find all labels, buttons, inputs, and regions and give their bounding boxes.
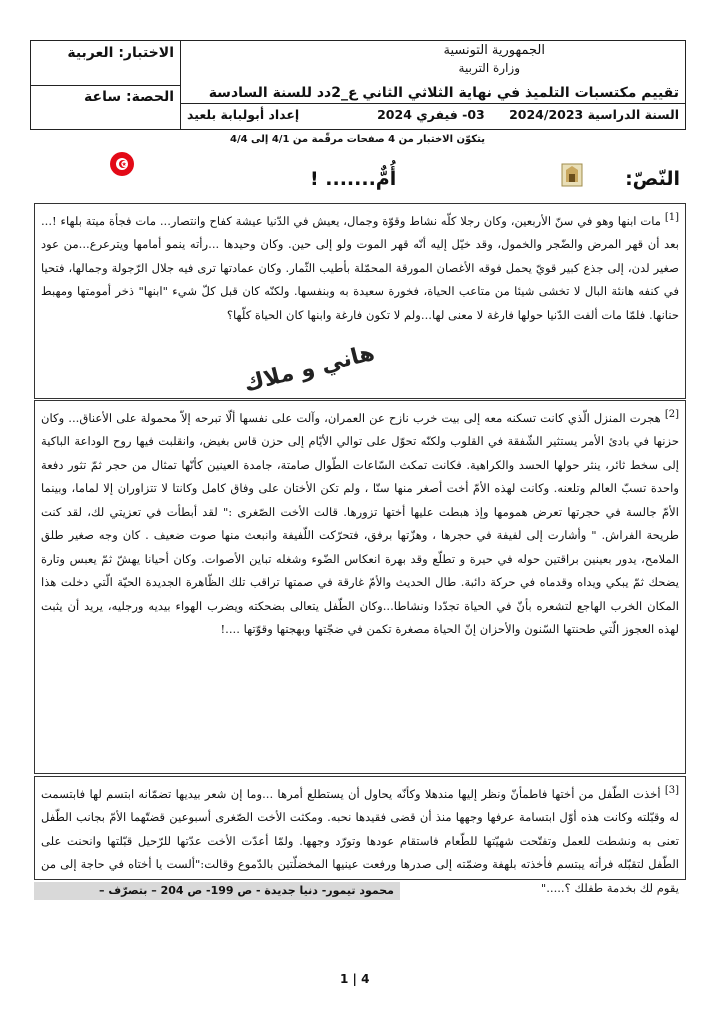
exam-title: تقييم مكتسبات التلميذ في نهاية الثلاثي الثاني ع_2دد للسنة السادسة [208,85,679,101]
source-citation: محمود تيمور- دنيا جديدة - ص 199- ص 204 – بتصرّف – [34,882,400,900]
exam-header [30,40,686,130]
pages-note: يتكوّن الاختبار من 4 صفحات مرقّمة من 4/1 إلى 4/4 [230,134,485,145]
paragraph-number: [2] [664,409,680,420]
text-title: أُمٌّ....... ! [310,168,397,190]
exam-info-cell [31,41,181,129]
text-label: النّصّ: [625,168,680,190]
divider [181,103,685,104]
exam-subject: الاختبار: العربية [67,45,174,61]
republic-label: الجمهورية التونسية [443,43,545,58]
school-emblem-icon [560,160,584,188]
school-year-date [357,107,679,122]
exam-duration: الحصة: ساعة [84,89,174,105]
paragraph-text: أخذت الطّفل من أختها فاطمأنّ ونظر إليها مندهلا وكأنّه يحاول أن يستطلع أمرها ...وما إن شعر بيديها تضمّانه ابتسم لها فابتسمت له وقبّلته وكانت هذه أوّل ابتسامة عرفها وجهها منذ أن قضى فقيدها نحبه. ومكثت الأخت الصّغرى أسبوعين قضتّهما الأمّ بجانب الطّفل تعنى به ونشطت للعمل وتفتّحت شهيّتها للطّعام فاستقام عودها وتورّد وجهها. ولمّا أعدّت الأخت عدّتها للرّحيل قبّلتها وانحنت على الطّفل لتقبّله فرأته يبتسم فأخذته بلهفة وضمّته إلى صدرها ورفعت عينيها المخضلّتين بالدّموع وقالت:"ألست يا أختاه في حاجة إلى من يقوم لك بخدمة طفلك ؟....." [41,786,679,895]
prepared-by: إعداد أبولبابة بلعيد [187,107,300,122]
school-year: السنة الدراسية 2024/2023 [509,107,679,122]
exam-date: 03- فيفري 2024 [377,107,485,122]
divider [31,85,180,86]
exam-title-cell [181,41,685,129]
paragraph-box-2 [34,400,686,774]
tunisia-flag-icon [108,150,136,178]
page-number: 1 | 4 [340,972,370,986]
handwritten-note: هاني و ملاك [241,340,378,398]
paragraph-text: هجرت المنزل الّذي كانت تسكنه معه إلى بيت خرب نازح عن العمران، وآلت على نفسها ألّا تبرحه إلاّ محمولة على الأعناق... وكان حزنها في بادئ الأمر يستثير الشّفقة في القلوب ولكنّه تحوّل على توالي الأيّام إلى حزن قاس بغيض، وانقلبت فيها روح الوداعة الباكية إلى سخط ثائر، ينثر حولها الحسد والكراهية. فكانت تمكث السّاعات الطّوال صامتة، جامدة العينين كأنّها تمثال من حجر ثمّ تثور دفعة واحدة تسبّ العالم وتلعنه. وكانت لهذه الأمّ أخت أصغر منها سنّا ، ولم تكن الأختان على وفاق كامل وكانتا لا تتزاوران إلا لماما، وبينما الأمّ جالسة في حجرتها تعرض همومها وإذ هبطت عليها أختها تزورها. قالت الأخت الصّغرى :" لقد أبطأت في تعزيتي لك، لقد كنت طريحة الفراش. " وأشارت إلى لفيفة في حجرها ، وهزّتها برفق، فتحرّكت اللّفيفة وانبعث منها صوت ضعيف . كان وجه صغير طلق الملامح، يدور بعينين براقتين حوله في حيرة و تطلّع وقد بهرة انعكاس الضّوء وشغله تباين الأصوات. وكان أحيانا يهشّ ثمّ يعبس وتارة يضحك ثمّ يبكي ويداه وقدماه في حركة دائبة. طال الحديث والأمّ غارقة في صمتها تراقب تلك الظّاهرة الجديدة الحيّة الّتي دخلت هذا المكان الخرب الهاجع لتشعره بأنّ في الحياة تجدّدا ونشاطا...وكان الطّفل يتعالى بضحكته ويضرب الهواء بيديه ورجليه، يريد أن يثبت لهذه العجوز الّتي طحنتها السّنون والأحزان إنّ الحياة مصغرة تكمن في ضجّتها وبهجتها وقوّتها ....! [41,410,679,637]
paragraph-box-1 [34,203,686,399]
paragraph-number: [3] [664,785,679,796]
paragraph-number: [1] [664,212,679,223]
paragraph-text: مات ابنها وهو في سنّ الأربعين، وكان رجلا كلّه نشاط وقوّة وجمال، يعيش في الدّنيا عيشة كفاح وانتصار... مات فجأة ميتة بلهاء !... بعد أن قهر المرض والضّجر والخمول، وقد خيّل إليه أنّه قهر الموت ولو إلى حين. وكان وحيدها ...رأته ينمو أمامها ويترعرع...من عود صغير لدن، إلى جذع كبير قويّ يحمل فوقه الأغصان المورقة المحمّلة بأطيب الثّمار. وكان عمادتها ترى فيه جلال الرّجولة وجمالها، فتحيا في كنفه هانئة البال لا تخشى شيئا من متاعب الحياة، فخورة سعيدة به وبنفسها. ولكنّه كان قبل كلّ شيء "ابنها" ذخر أمومتها ومهبط حنانها. فلمّا مات ألفت الدّنيا حولها فارغة لا معنى لها...ولم لا تكون فارغة وابنها كان الحياة كلّها؟ [41,213,679,322]
ministry-label: وزارة التربية [458,61,520,75]
